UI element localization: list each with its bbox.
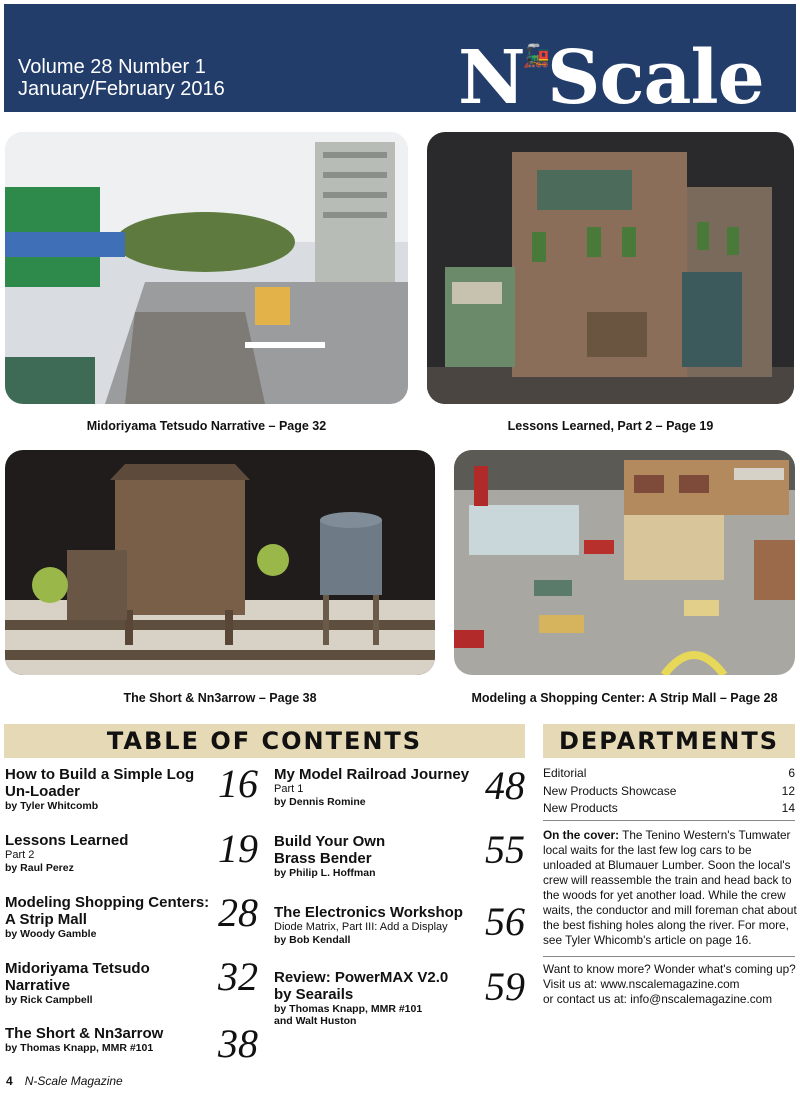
toc-entry-author: by Dennis Romine [274,796,366,808]
magazine-name: N-Scale Magazine [24,1074,123,1088]
toc-entry-page: 28 [218,890,258,935]
toc-entry-title: Build Your Own Brass Bender [274,833,386,867]
magazine-title [458,6,764,128]
toc-entry-author: by Woody Gamble [5,928,97,940]
issue-info [18,56,225,100]
toc-entry-title: Lessons Learned [5,832,129,849]
toc-entry-railroad-journey[interactable] [274,766,484,808]
department-editorial[interactable] [543,765,795,781]
toc-entry-title: Modeling Shopping Centers: A Strip Mall [5,894,210,928]
divider [543,820,795,821]
toc-entry-title: The Short & Nn3arrow [5,1025,164,1042]
contact-prompt: Want to know more? Wonder what's coming up? [543,962,796,976]
department-new-products[interactable] [543,800,795,816]
toc-entry-subtitle: Part 2 [5,849,35,861]
divider [543,956,795,957]
toc-entry-subtitle: Diode Matrix, Part III: Add a Display [274,921,448,933]
cover-text: The Tenino Western's Tumwater local waits for the last few log cars to be unloaded at Blumauer Lumber. Soon the local's crew will reassemble the train and head back to the woods for yet another load. While the crew waits, the conductor and mill foreman chat about the best fishing holes along the river. For more, see Tyler Whicomb's article on page 16. [543,828,797,947]
toc-entry-title: How to Build a Simple Log Un-Loader [5,766,195,800]
toc-entry-author: by Tyler Whitcomb [5,800,99,812]
photo-lessons-learned [427,132,794,404]
photo-caption-1: Midoriyama Tetsudo Narrative – Page 32 [86,419,327,433]
toc-entry-page: 19 [218,826,258,871]
toc-entry-author: by Raul Perez [5,862,74,874]
issue-volume: Volume 28 Number 1 [18,56,206,78]
website-link[interactable]: Visit us at: www.nscalemagazine.com [543,977,740,991]
department-name: New Products Showcase [543,784,677,798]
toc-entry-author: by Philip L. Hoffman [274,867,376,879]
title-scale: Scale [547,35,764,121]
page-footer [6,1074,123,1088]
toc-entry-electronics-workshop[interactable] [274,904,484,946]
toc-entry-title: Midoriyama Tetsudo Narrative [5,960,150,994]
toc-entry-title: Review: PowerMAX V2.0 by Searails [274,969,449,1003]
page-number: 4 [6,1074,13,1088]
toc-entry-page: 59 [485,964,525,1009]
toc-heading: TABLE OF CONTENTS [4,724,525,758]
toc-entry-author: by Rick Campbell [5,994,93,1006]
photo-caption-3: The Short & Nn3arrow – Page 38 [123,691,317,705]
email-link[interactable]: or contact us at: info@nscalemagazine.com [543,992,773,1006]
toc-entry-author: by Bob Kendall [274,934,351,946]
issue-date: January/February 2016 [18,78,225,100]
photo-caption-2: Lessons Learned, Part 2 – Page 19 [507,419,714,433]
toc-entry-page: 32 [218,954,258,999]
toc-entry-page: 56 [485,899,525,944]
toc-entry-log-unloader[interactable] [5,766,205,812]
toc-entry-title: The Electronics Workshop [274,904,463,921]
toc-entry-midoriyama[interactable] [5,960,185,1006]
toc-entry-page: 55 [485,827,525,872]
toc-entry-author: by Thomas Knapp, MMR #101 and Walt Huston [274,1003,423,1027]
toc-entry-page: 48 [485,763,525,808]
toc-entry-subtitle: Part 1 [274,783,304,795]
toc-entry-lessons-learned[interactable] [5,832,205,874]
photo-strip-mall [454,450,795,675]
toc-entry-page: 16 [218,761,258,806]
title-n: N [458,35,525,121]
departments-heading: DEPARTMENTS [543,724,795,758]
toc-entry-page: 38 [218,1021,258,1066]
cover-label: On the cover: [543,828,620,842]
toc-entry-brass-bender[interactable] [274,833,404,879]
photo-short-nn3arrow [5,450,435,675]
department-page: 14 [781,801,795,815]
toc-entry-shopping-centers[interactable] [5,894,220,940]
toc-entry-short-nn3arrow[interactable] [5,1025,205,1054]
department-page: 6 [788,766,795,780]
toc-entry-author: by Thomas Knapp, MMR #101 [5,1042,154,1054]
toc-entry-title: My Model Railroad Journey [274,766,470,783]
department-name: Editorial [543,766,587,780]
department-name: New Products [543,801,618,815]
photo-midoriyama [5,132,408,404]
toc-entry-powermax-review[interactable] [274,969,464,1027]
contact-info [543,962,797,1007]
photo-caption-4: Modeling a Shopping Center: A Strip Mall – Page 28 [471,691,778,705]
cover-description [543,828,797,948]
department-page: 12 [781,784,795,798]
locomotive-icon: 🚂 [522,43,550,69]
department-new-products-showcase[interactable] [543,783,795,799]
